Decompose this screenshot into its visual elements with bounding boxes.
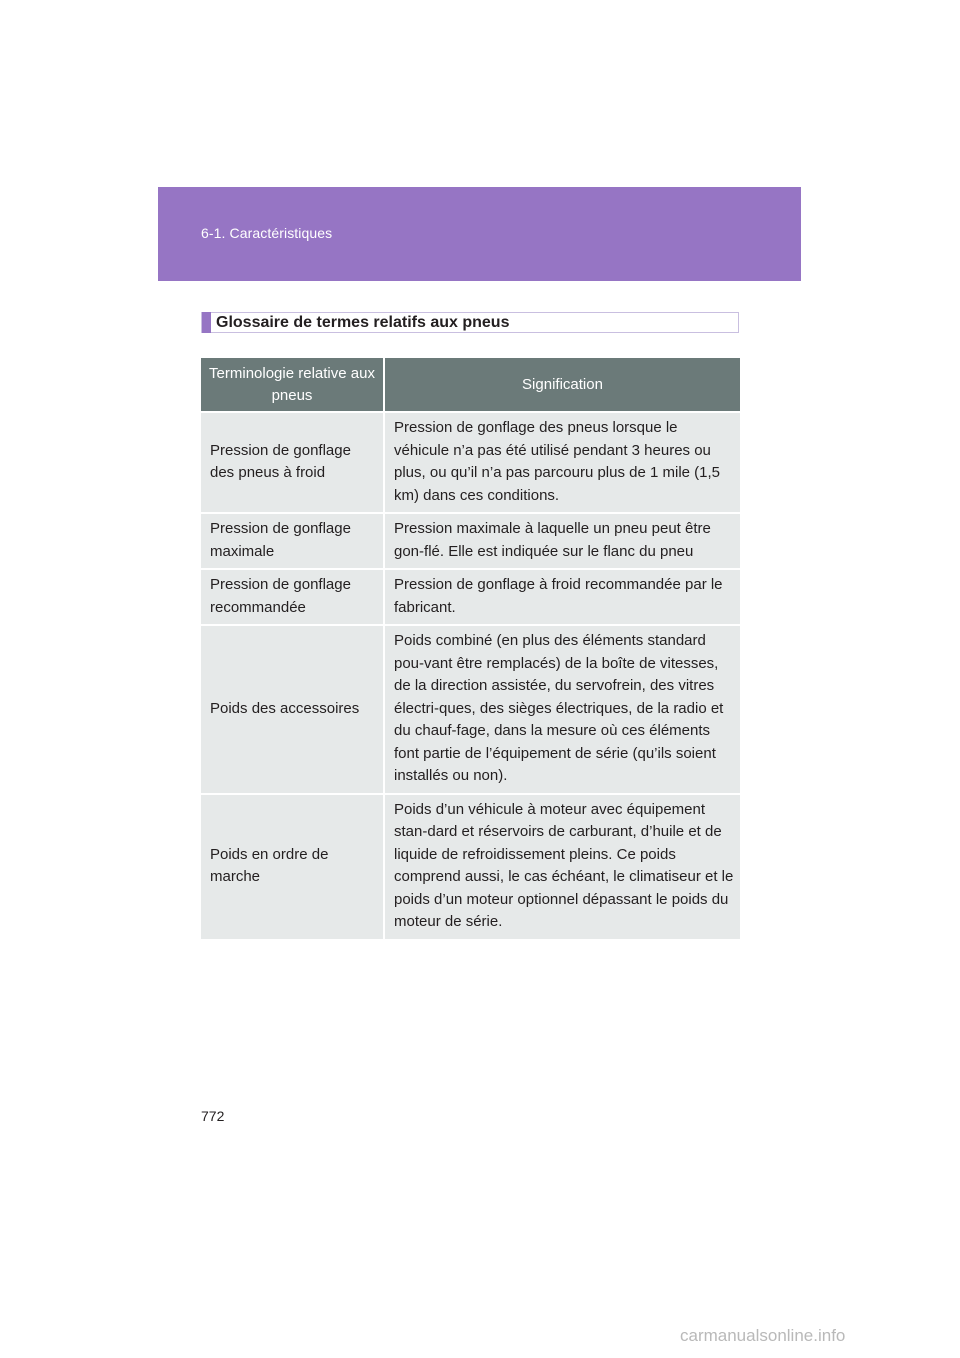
meaning-cell: Poids d’un véhicule à moteur avec équipement stan-dard et réservoirs de carburant, d’huile et de liquide de refroidissement pleins. Ce poids comprend aussi, le cas échéant, le climatiseur et le poids d’un moteur optionnel dépassant le poids du moteur de série. xyxy=(384,794,740,939)
section-label: 6-1. Caractéristiques xyxy=(201,225,333,241)
page-number: 772 xyxy=(201,1108,225,1124)
meaning-cell: Pression maximale à laquelle un pneu peut être gon-flé. Elle est indiquée sur le flanc du pneu xyxy=(384,513,740,569)
term-cell: Pression de gonflage maximale xyxy=(201,513,384,569)
meaning-cell: Poids combiné (en plus des éléments standard pou-vant être remplacés) de la boîte de vitesses, de la direction assistée, du servofrein, des vitres électri-ques, des sièges électriques, de la radio et du chauf-fage, dans la mesure où ces éléments font partie de l’équipement de série (qu’ils soient installés ou non). xyxy=(384,625,740,794)
meaning-cell: Pression de gonflage à froid recommandée par le fabricant. xyxy=(384,569,740,625)
column-header-meaning-label: Signification xyxy=(522,375,603,393)
term-cell: Poids en ordre de marche xyxy=(201,794,384,939)
glossary-table xyxy=(201,358,740,939)
column-header-meaning xyxy=(384,358,740,412)
table-row xyxy=(201,569,740,625)
section-title: Glossaire de termes relatifs aux pneus xyxy=(216,314,510,331)
table-header-row xyxy=(201,358,740,412)
watermark: carmanualsonline.info xyxy=(680,1326,846,1345)
term-cell: Pression de gonflage recommandée xyxy=(201,569,384,625)
column-header-term-label: Terminologie relative aux pneus xyxy=(209,364,375,404)
column-header-term xyxy=(201,358,384,412)
meaning-cell: Pression de gonflage des pneus lorsque le véhicule n’a pas été utilisé pendant 3 heures ou plus, ou qu’il n’a pas parcouru plus de 1 mile (1,5 km) dans ces conditions. xyxy=(384,412,740,513)
table-row xyxy=(201,412,740,513)
section-title-box xyxy=(201,312,739,333)
chapter-header-band xyxy=(158,187,801,281)
title-accent-bar xyxy=(202,312,211,333)
table-row xyxy=(201,513,740,569)
table-row xyxy=(201,625,740,794)
term-cell: Pression de gonflage des pneus à froid xyxy=(201,412,384,513)
table-row xyxy=(201,794,740,939)
term-cell: Poids des accessoires xyxy=(201,625,384,794)
